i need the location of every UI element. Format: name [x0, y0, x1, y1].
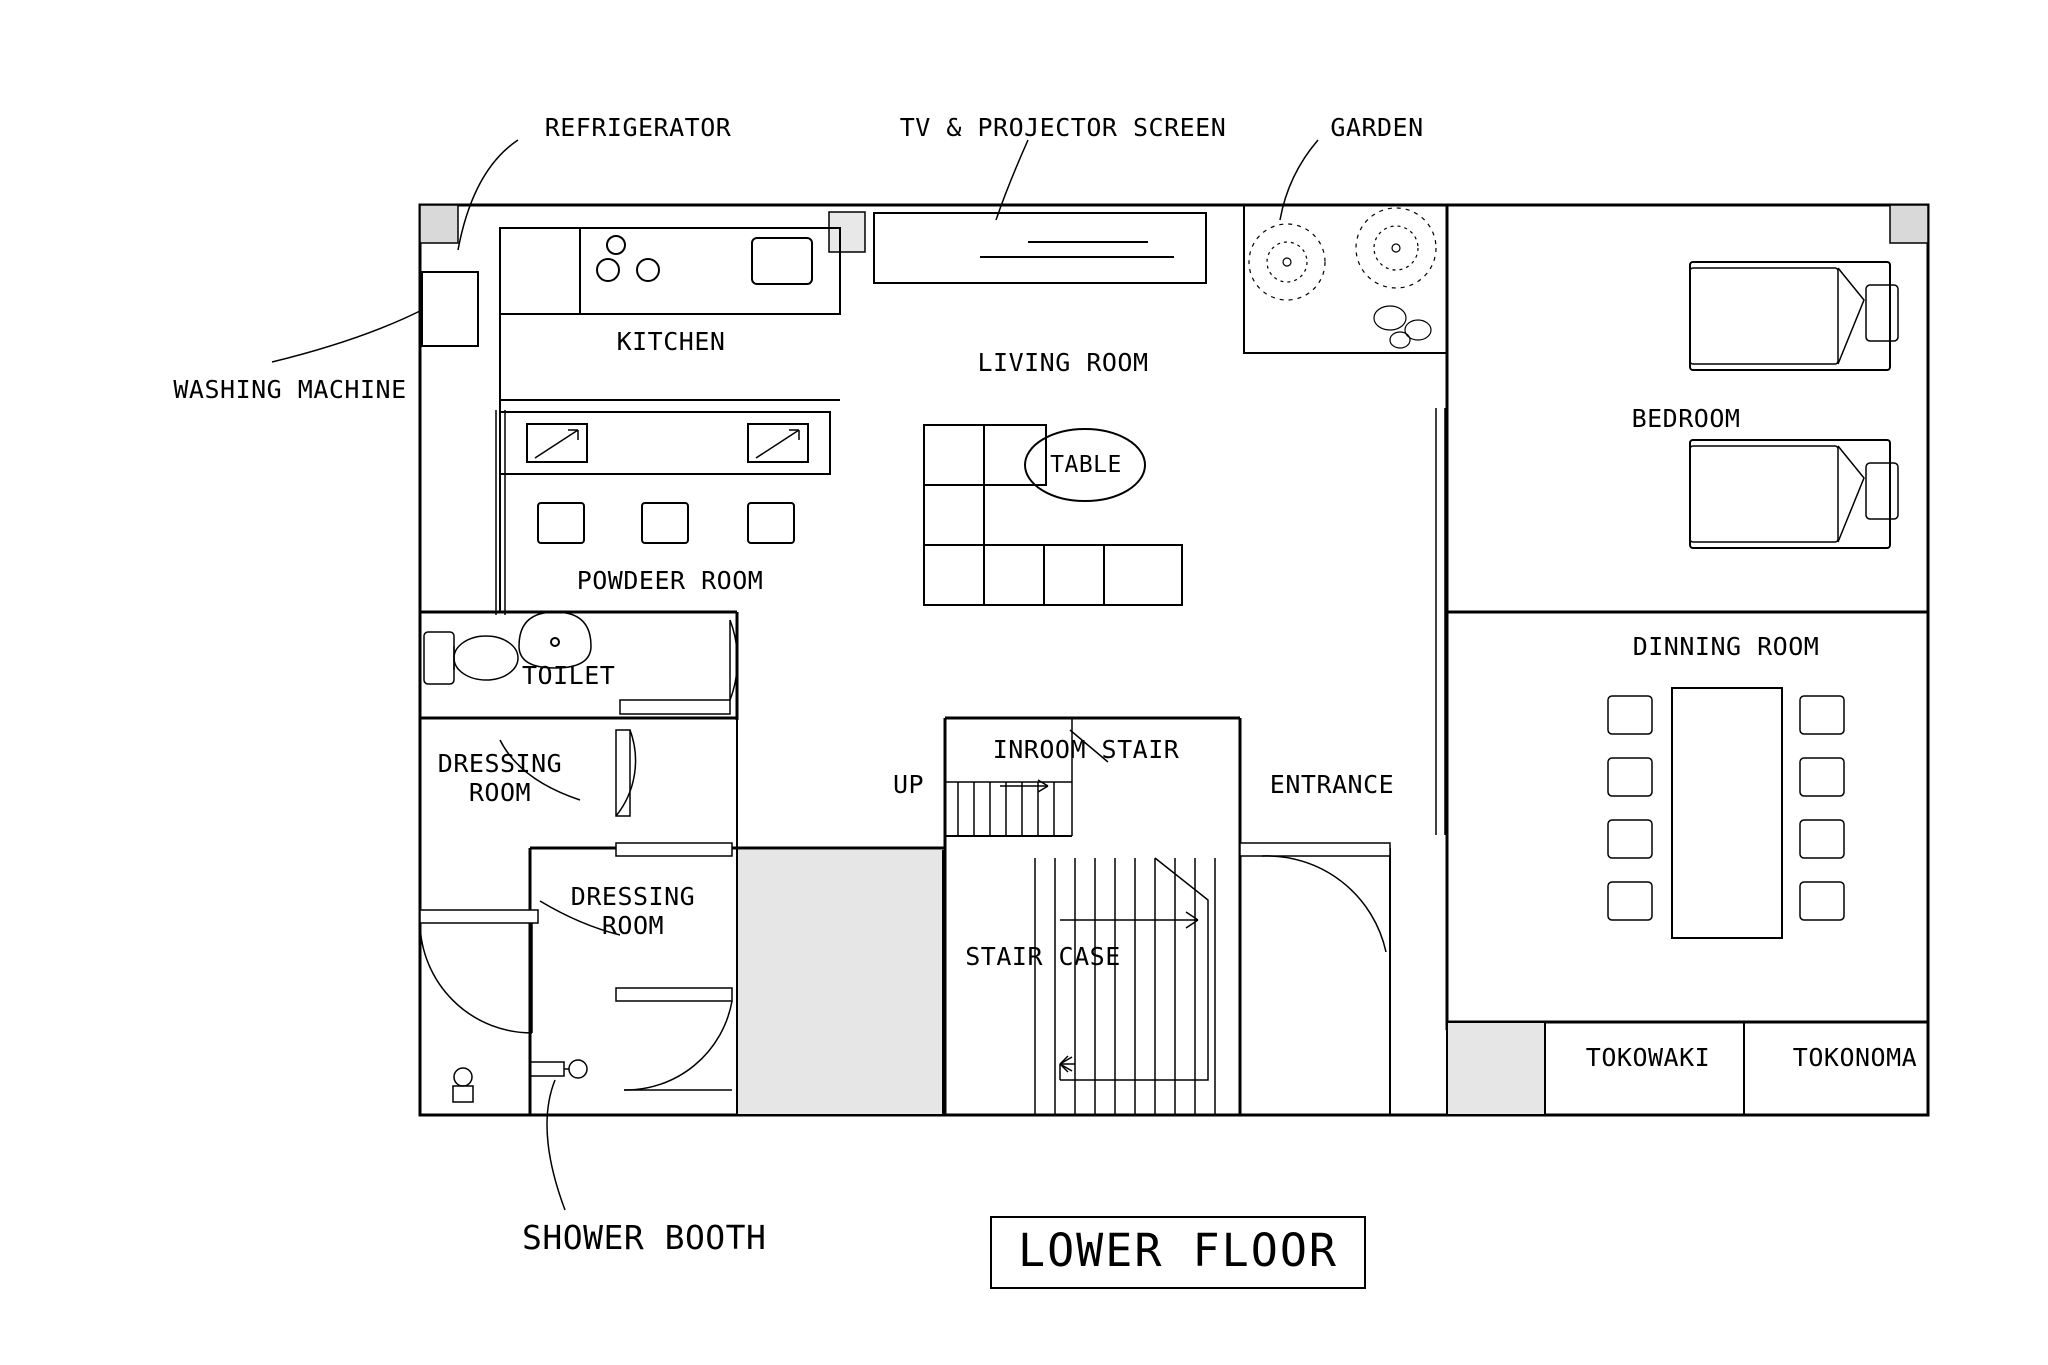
dressing-room-2-line2: ROOM [601, 910, 665, 940]
floor-title: LOWER FLOOR [990, 1216, 1366, 1289]
room-label-inroom-stair: INROOM STAIR [992, 735, 1180, 764]
room-label-stair-case: STAIR CASE [965, 942, 1121, 971]
room-label-powdeer-room: POWDEER ROOM [576, 566, 764, 595]
room-label-up: UP [893, 770, 925, 799]
callout-refrigerator: REFRIGERATOR [544, 113, 732, 142]
room-label-dressing-room-1 [438, 750, 562, 808]
room-label-tokonoma: TOKONOMA [1792, 1043, 1918, 1072]
room-label-living-room: LIVING ROOM [977, 348, 1149, 377]
room-label-dinning-room: DINNING ROOM [1632, 632, 1820, 661]
callout-shower-booth: SHOWER BOOTH [522, 1218, 767, 1257]
dressing-room-1-line1: DRESSING [437, 749, 563, 778]
room-label-kitchen: KITCHEN [616, 327, 726, 356]
callout-tv-projector-screen: TV & PROJECTOR SCREEN [899, 113, 1227, 142]
dressing-room-2-line1: DRESSING [570, 882, 696, 911]
room-label-dressing-room-2 [571, 883, 695, 941]
room-label-toilet: TOILET [522, 661, 616, 690]
callout-garden: GARDEN [1330, 113, 1424, 142]
room-label-bedroom: BEDROOM [1631, 404, 1741, 433]
dressing-room-1-line2: ROOM [468, 777, 532, 807]
room-label-entrance: ENTRANCE [1269, 770, 1395, 799]
room-label-table: TABLE [1050, 452, 1122, 478]
room-label-tokowaki: TOKOWAKI [1585, 1043, 1711, 1072]
callout-washing-machine: WASHING MACHINE [173, 375, 407, 404]
